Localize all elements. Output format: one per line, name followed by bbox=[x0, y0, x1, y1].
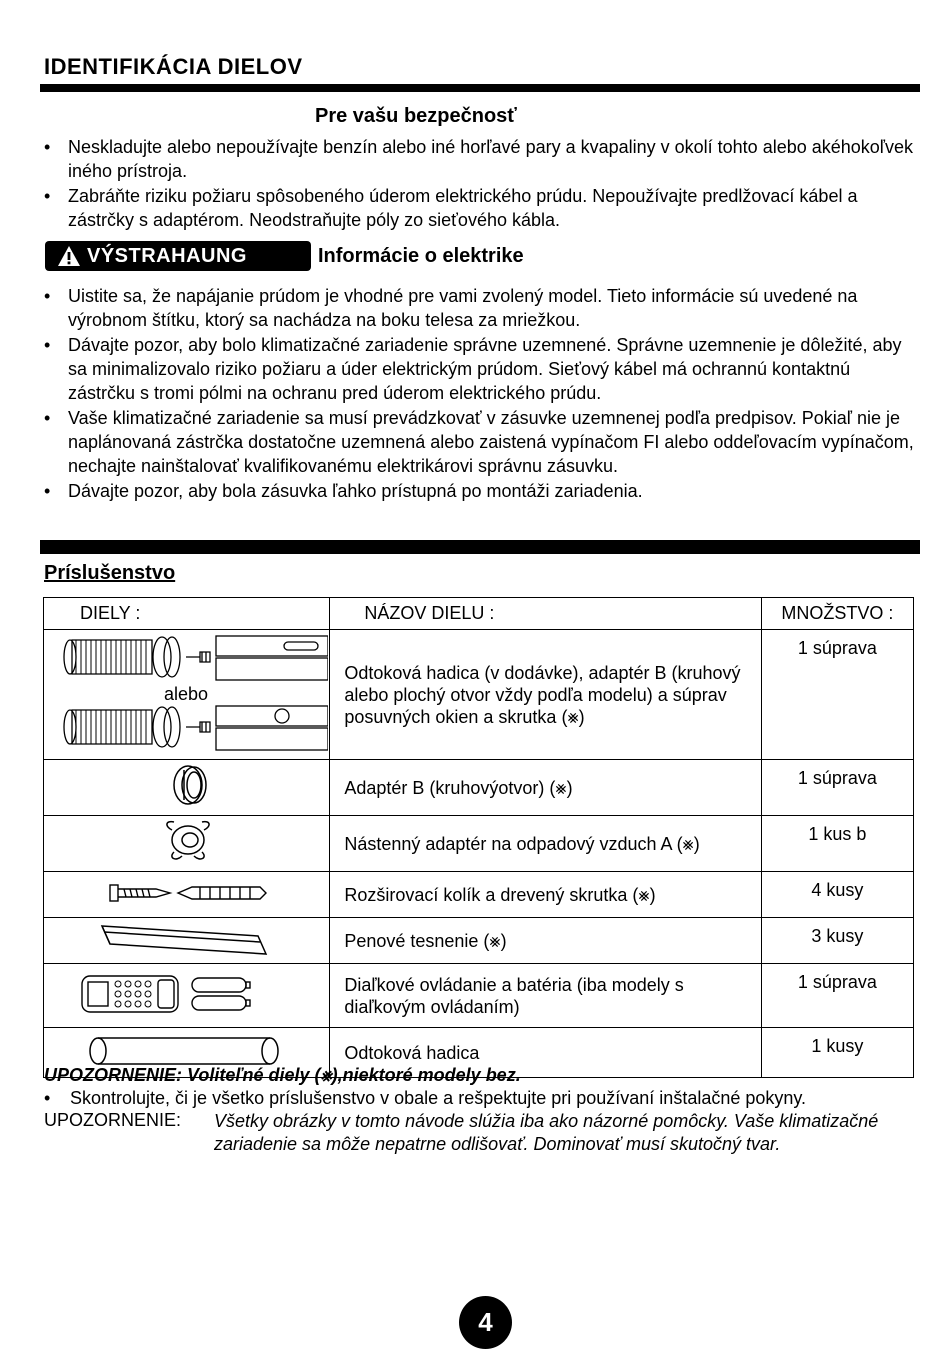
part-name: Diaľkové ovládanie a batéria (iba modely s diaľkovým ovládaním) bbox=[330, 964, 761, 1028]
part-quantity: 1 súprava bbox=[761, 630, 913, 760]
part-quantity: 4 kusy bbox=[761, 872, 913, 918]
part-quantity: 1 súprava bbox=[761, 964, 913, 1028]
column-header: MNOŽSTVO : bbox=[761, 598, 913, 630]
part-name: Adaptér B (kruhovýotvor) (⨳) bbox=[330, 760, 761, 816]
part-picture bbox=[44, 630, 330, 760]
list-item: • Dávajte pozor, aby bolo klimatizačné zariadenie správne uzemnené. Správne uzemnenie je dôležité, aby sa minimalizovalo riziko požiaru a úder elektrickým prúdom. Sieťový kábel má ochrannú kontaktnú zástrčku s tromi pólmi na ochranu pred úderom elektrického prúdu. bbox=[42, 333, 922, 405]
electric-list bbox=[42, 284, 922, 504]
part-picture bbox=[44, 872, 330, 918]
column-header: NÁZOV DIELU : bbox=[330, 598, 761, 630]
warning-badge-label: VÝSTRAHAUNG bbox=[87, 245, 247, 267]
page-title: IDENTIFIKÁCIA DIELOV bbox=[44, 54, 303, 79]
table-row bbox=[44, 816, 914, 872]
part-picture bbox=[44, 918, 330, 964]
foam-seal-icon bbox=[44, 918, 328, 958]
part-name: Nástenný adaptér na odpadový vzduch A (⨳) bbox=[330, 816, 761, 872]
bullet: • bbox=[44, 1088, 51, 1108]
disclaimer-label: UPOZORNENIE: bbox=[44, 1110, 182, 1130]
safety-heading: Pre vašu bezpečnosť bbox=[315, 105, 517, 127]
table-row bbox=[44, 630, 914, 760]
page-number: 4 bbox=[459, 1296, 512, 1349]
table-row bbox=[44, 872, 914, 918]
table-header-row bbox=[44, 598, 914, 630]
part-picture bbox=[44, 760, 330, 816]
wall-adapter-icon bbox=[44, 816, 328, 866]
list-item: • Dávajte pozor, aby bola zásuvka ľahko prístupná po montáži zariadenia. bbox=[42, 479, 922, 503]
part-picture bbox=[44, 964, 330, 1028]
part-name: Odtoková hadica (v dodávke), adaptér B (kruhový alebo plochý otvor vždy podľa modelu) a súprav posuvných okien a skrutka (⨳) bbox=[330, 630, 761, 760]
table-row bbox=[44, 918, 914, 964]
check-note-text: Skontrolujte, či je všetko príslušenstvo v obale a rešpektujte pri používaní inštalačné pokyny. bbox=[70, 1088, 807, 1108]
list-item: • Neskladujte alebo nepoužívajte benzín alebo iné horľavé pary a kvapaliny v okolí tohto alebo akéhokoľvek iného prístroja. bbox=[42, 135, 922, 183]
section-divider bbox=[40, 540, 920, 554]
warning-badge bbox=[45, 241, 311, 271]
part-quantity: 1 kus b bbox=[761, 816, 913, 872]
part-name: Odtoková hadica bbox=[330, 1028, 761, 1078]
list-item: • Uistite sa, že napájanie prúdom je vhodné pre vami zvolený model. Tieto informácie sú uvedené na výrobnom štítku, ktorý sa nachádza na boku telesa za mriežkou. bbox=[42, 284, 922, 332]
accessories-table bbox=[43, 597, 914, 1078]
list-item: • Zabráňte riziku požiaru spôsobeného úderom elektrického prúdu. Nepoužívajte predlžovací kábel a zástrčky s adaptérom. Neodstraňujte póly zo sieťového kábla. bbox=[42, 184, 922, 232]
screw-anchor-icon bbox=[44, 872, 328, 912]
part-quantity: 3 kusy bbox=[761, 918, 913, 964]
remote-battery-icon bbox=[44, 964, 328, 1022]
electric-heading: Informácie o elektrike bbox=[318, 245, 524, 267]
adapter-b-icon bbox=[44, 760, 328, 810]
part-name: Penové tesnenie (⨳) bbox=[330, 918, 761, 964]
divider bbox=[40, 84, 920, 92]
part-quantity: 1 súprava bbox=[761, 760, 913, 816]
check-note bbox=[42, 1088, 806, 1109]
part-name: Rozširovací kolík a drevený skrutka (⨳) bbox=[330, 872, 761, 918]
optional-parts-note: UPOZORNENIE: Voliteľné diely (⨳),niektoré modely bez. bbox=[44, 1065, 521, 1085]
table-row bbox=[44, 964, 914, 1028]
column-header: DIELY : bbox=[44, 598, 330, 630]
warning-triangle-icon bbox=[57, 245, 81, 267]
table-row bbox=[44, 760, 914, 816]
alternative-label: alebo bbox=[164, 684, 209, 704]
safety-list bbox=[42, 135, 922, 233]
accessories-title: Príslušenstvo bbox=[44, 562, 176, 584]
disclaimer-text: Všetky obrázky v tomto návode slúžia iba ako názorné pomôcky. Vaše klimatizačné zariadenie sa môže nepatrne odlišovať. Dominovať musí skutočný tvar. bbox=[214, 1111, 879, 1154]
list-item: • Vaše klimatizačné zariadenie sa musí prevádzkovať v zásuvke uzemnenej podľa predpisov. Pokiaľ nie je naplánovaná zástrčka dostatočne uzemnená alebo zaistená vypínačom FI alebo oddeľovacím vypínačom, nechajte nainštalovať kvalifikovanému elektrikárovi správnu zásuvku. bbox=[42, 406, 922, 478]
part-quantity: 1 kusy bbox=[761, 1028, 913, 1078]
part-picture bbox=[44, 816, 330, 872]
